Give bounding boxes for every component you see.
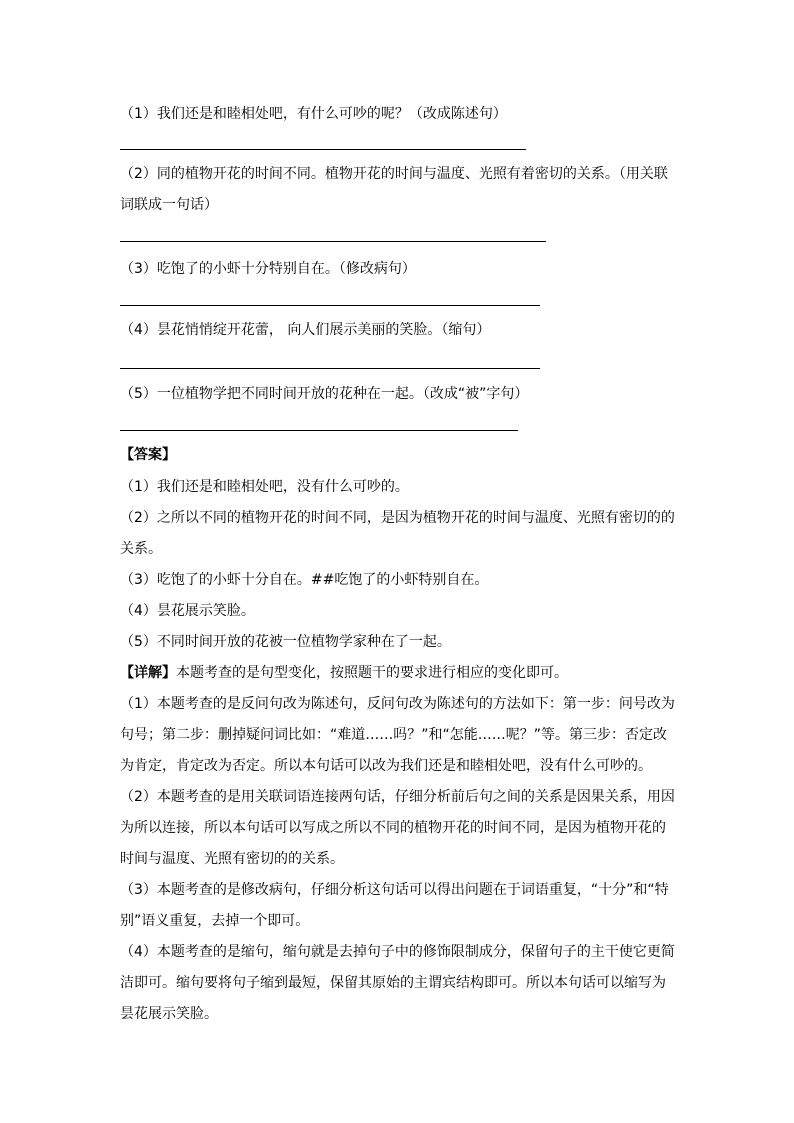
answer-item-4: （4）昙花展示笑脸。 — [120, 603, 255, 619]
detail-line-3: 为肯定，肯定改为否定。所以本句话可以改为我们还是和睦相处吧，没有什么可吵的。 — [120, 758, 652, 774]
question-1: （1）我们还是和睦相处吧，有什么可吵的呢？（改成陈述句） — [120, 106, 507, 122]
answer-blank-5 — [120, 430, 518, 431]
answer-item-2: （2）之所以不同的植物开花的时间不同，是因为植物开花的时间与温度、光照有密切的的 — [120, 510, 675, 526]
answer-item-1: （1）我们还是和睦相处吧，没有什么可吵的。 — [120, 479, 409, 495]
answer-blank-1 — [120, 149, 526, 150]
detail-line-10: 洁即可。缩句要将句子缩到最短，保留其原始的主谓宾结构即可。所以本句话可以缩写为 — [120, 975, 666, 991]
question-5: （5）一位植物学把不同时间开放的花种在一起。（改成“被”字句） — [120, 386, 529, 402]
question-3: （3）吃饱了的小虾十分特别自在。（修改病句） — [120, 261, 416, 277]
answer-item-5: （5）不同时间开放的花被一位植物学家种在了一起。 — [120, 634, 451, 650]
answer-blank-2 — [120, 241, 546, 242]
detail-line-11: 昙花展示笑脸。 — [120, 1006, 218, 1022]
question-2: （2）同的植物开花的时间不同。植物开花的时间与温度、光照有着密切的关系。（用关联 — [120, 166, 668, 182]
answer-heading: 【答案】 — [120, 447, 176, 463]
detail-line-1: （1）本题考查的是反问句改为陈述句，反问句改为陈述句的方法如下：第一步：问号改为 — [120, 696, 675, 712]
detail-line-9: （4）本题考查的是缩句，缩句就是去掉句子中的修饰限制成分，保留句子的主干使它更简 — [120, 944, 675, 960]
answer-blank-3 — [120, 305, 540, 306]
answer-item-2-continued: 关系。 — [120, 541, 162, 557]
detail-intro: 本题考查的是句型变化，按照题干的要求进行相应的变化即可。 — [176, 665, 568, 681]
detail-line-4: （2）本题考查的是用关联词语连接两句话，仔细分析前后句之间的关系是因果关系，用因 — [120, 789, 675, 805]
question-4: （4）昙花悄悄绽开花蕾， 向人们展示美丽的笑脸。（缩句） — [120, 322, 491, 338]
question-2-continued: 词联成一句话） — [120, 197, 218, 213]
detail-heading: 【详解】 — [120, 665, 176, 681]
answer-blank-4 — [120, 368, 540, 369]
detail-line-6: 时间与温度、光照有密切的的关系。 — [120, 851, 344, 867]
detail-line-7: （3）本题考查的是修改病句，仔细分析这句话可以得出问题在于词语重复，“十分”和“特 — [120, 882, 669, 898]
detail-line-8: 别”语义重复，去掉一个即可。 — [120, 913, 310, 929]
detail-line-5: 为所以连接，所以本句话可以写成之所以不同的植物开花的时间不同，是因为植物开花的 — [120, 820, 666, 836]
detail-line-2: 句号；第二步：删掉疑问词比如：“难道……吗？”和“怎能……呢？”等。第三步：否定改 — [120, 727, 668, 743]
answer-item-3: （3）吃饱了的小虾十分自在。##吃饱了的小虾特别自在。 — [120, 572, 489, 588]
detail-intro-line — [120, 663, 568, 683]
